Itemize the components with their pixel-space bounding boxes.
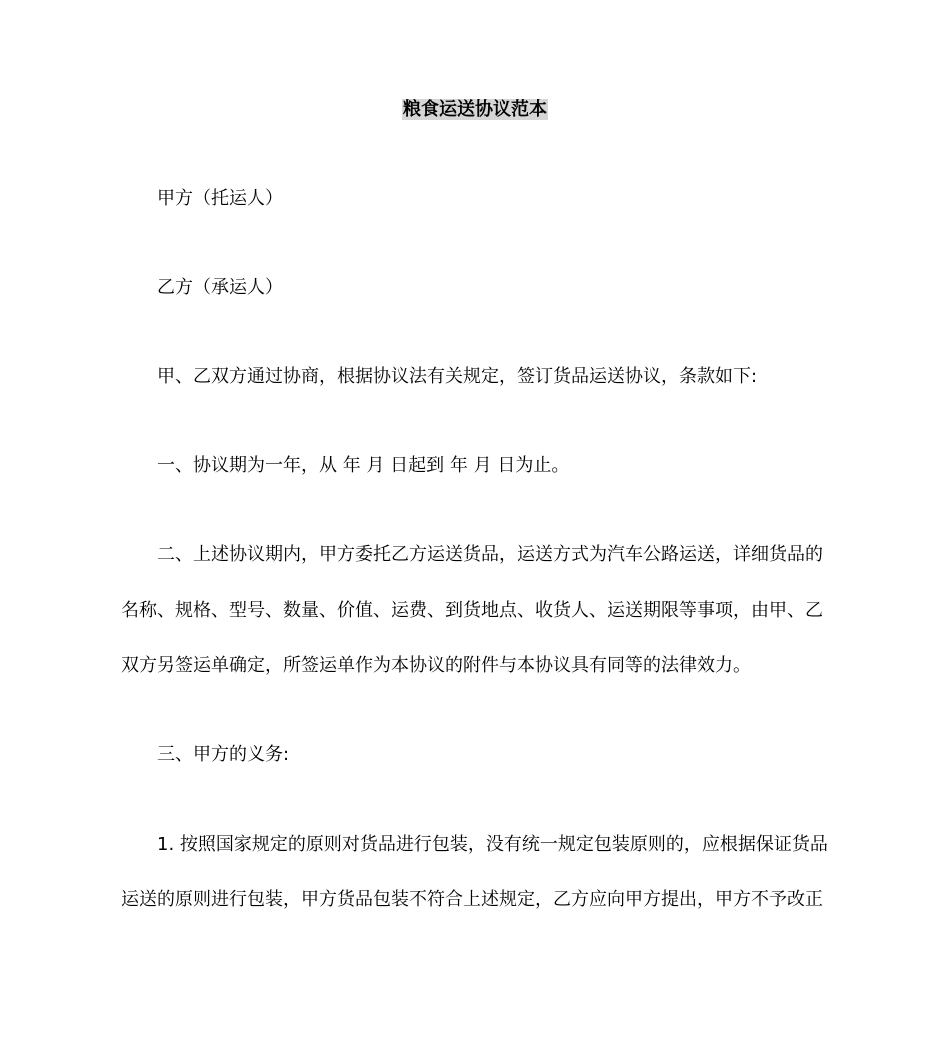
clause-2-line-3: 双方另签运单确定，所签运单作为本协议的附件与本协议具有同等的法律效力。 [121, 655, 751, 676]
preamble-line: 甲、乙双方通过协商，根据协议法有关规定，签订货品运送协议，条款如下: [157, 366, 758, 387]
clause-3-item-1-line-1: 1. 按照国家规定的原则对货品进行包装，没有统一规定包装原则的，应根据保证货品 [157, 834, 828, 855]
document-title [0, 97, 950, 123]
clause-2-line-2: 名称、规格、型号、数量、价值、运费、到货地点、收货人、运送期限等事项，由甲、乙 [121, 600, 823, 621]
clause-3-heading: 三、甲方的义务: [157, 744, 290, 765]
document-title-text: 粮食运送协议范本 [403, 99, 547, 120]
clause-3-item-1-line-2: 运送的原则进行包装，甲方货品包装不符合上述规定，乙方应向甲方提出，甲方不予改正 [121, 889, 823, 910]
clause-2-line-1: 二、上述协议期内，甲方委托乙方运送货品，运送方式为汽车公路运送，详细货品的 [157, 544, 823, 565]
party-b-line: 乙方（承运人） [157, 277, 283, 298]
party-a-line: 甲方（托运人） [157, 188, 283, 209]
clause-1-line: 一、协议期为一年，从 年 月 日起到 年 月 日为止。 [157, 455, 570, 476]
